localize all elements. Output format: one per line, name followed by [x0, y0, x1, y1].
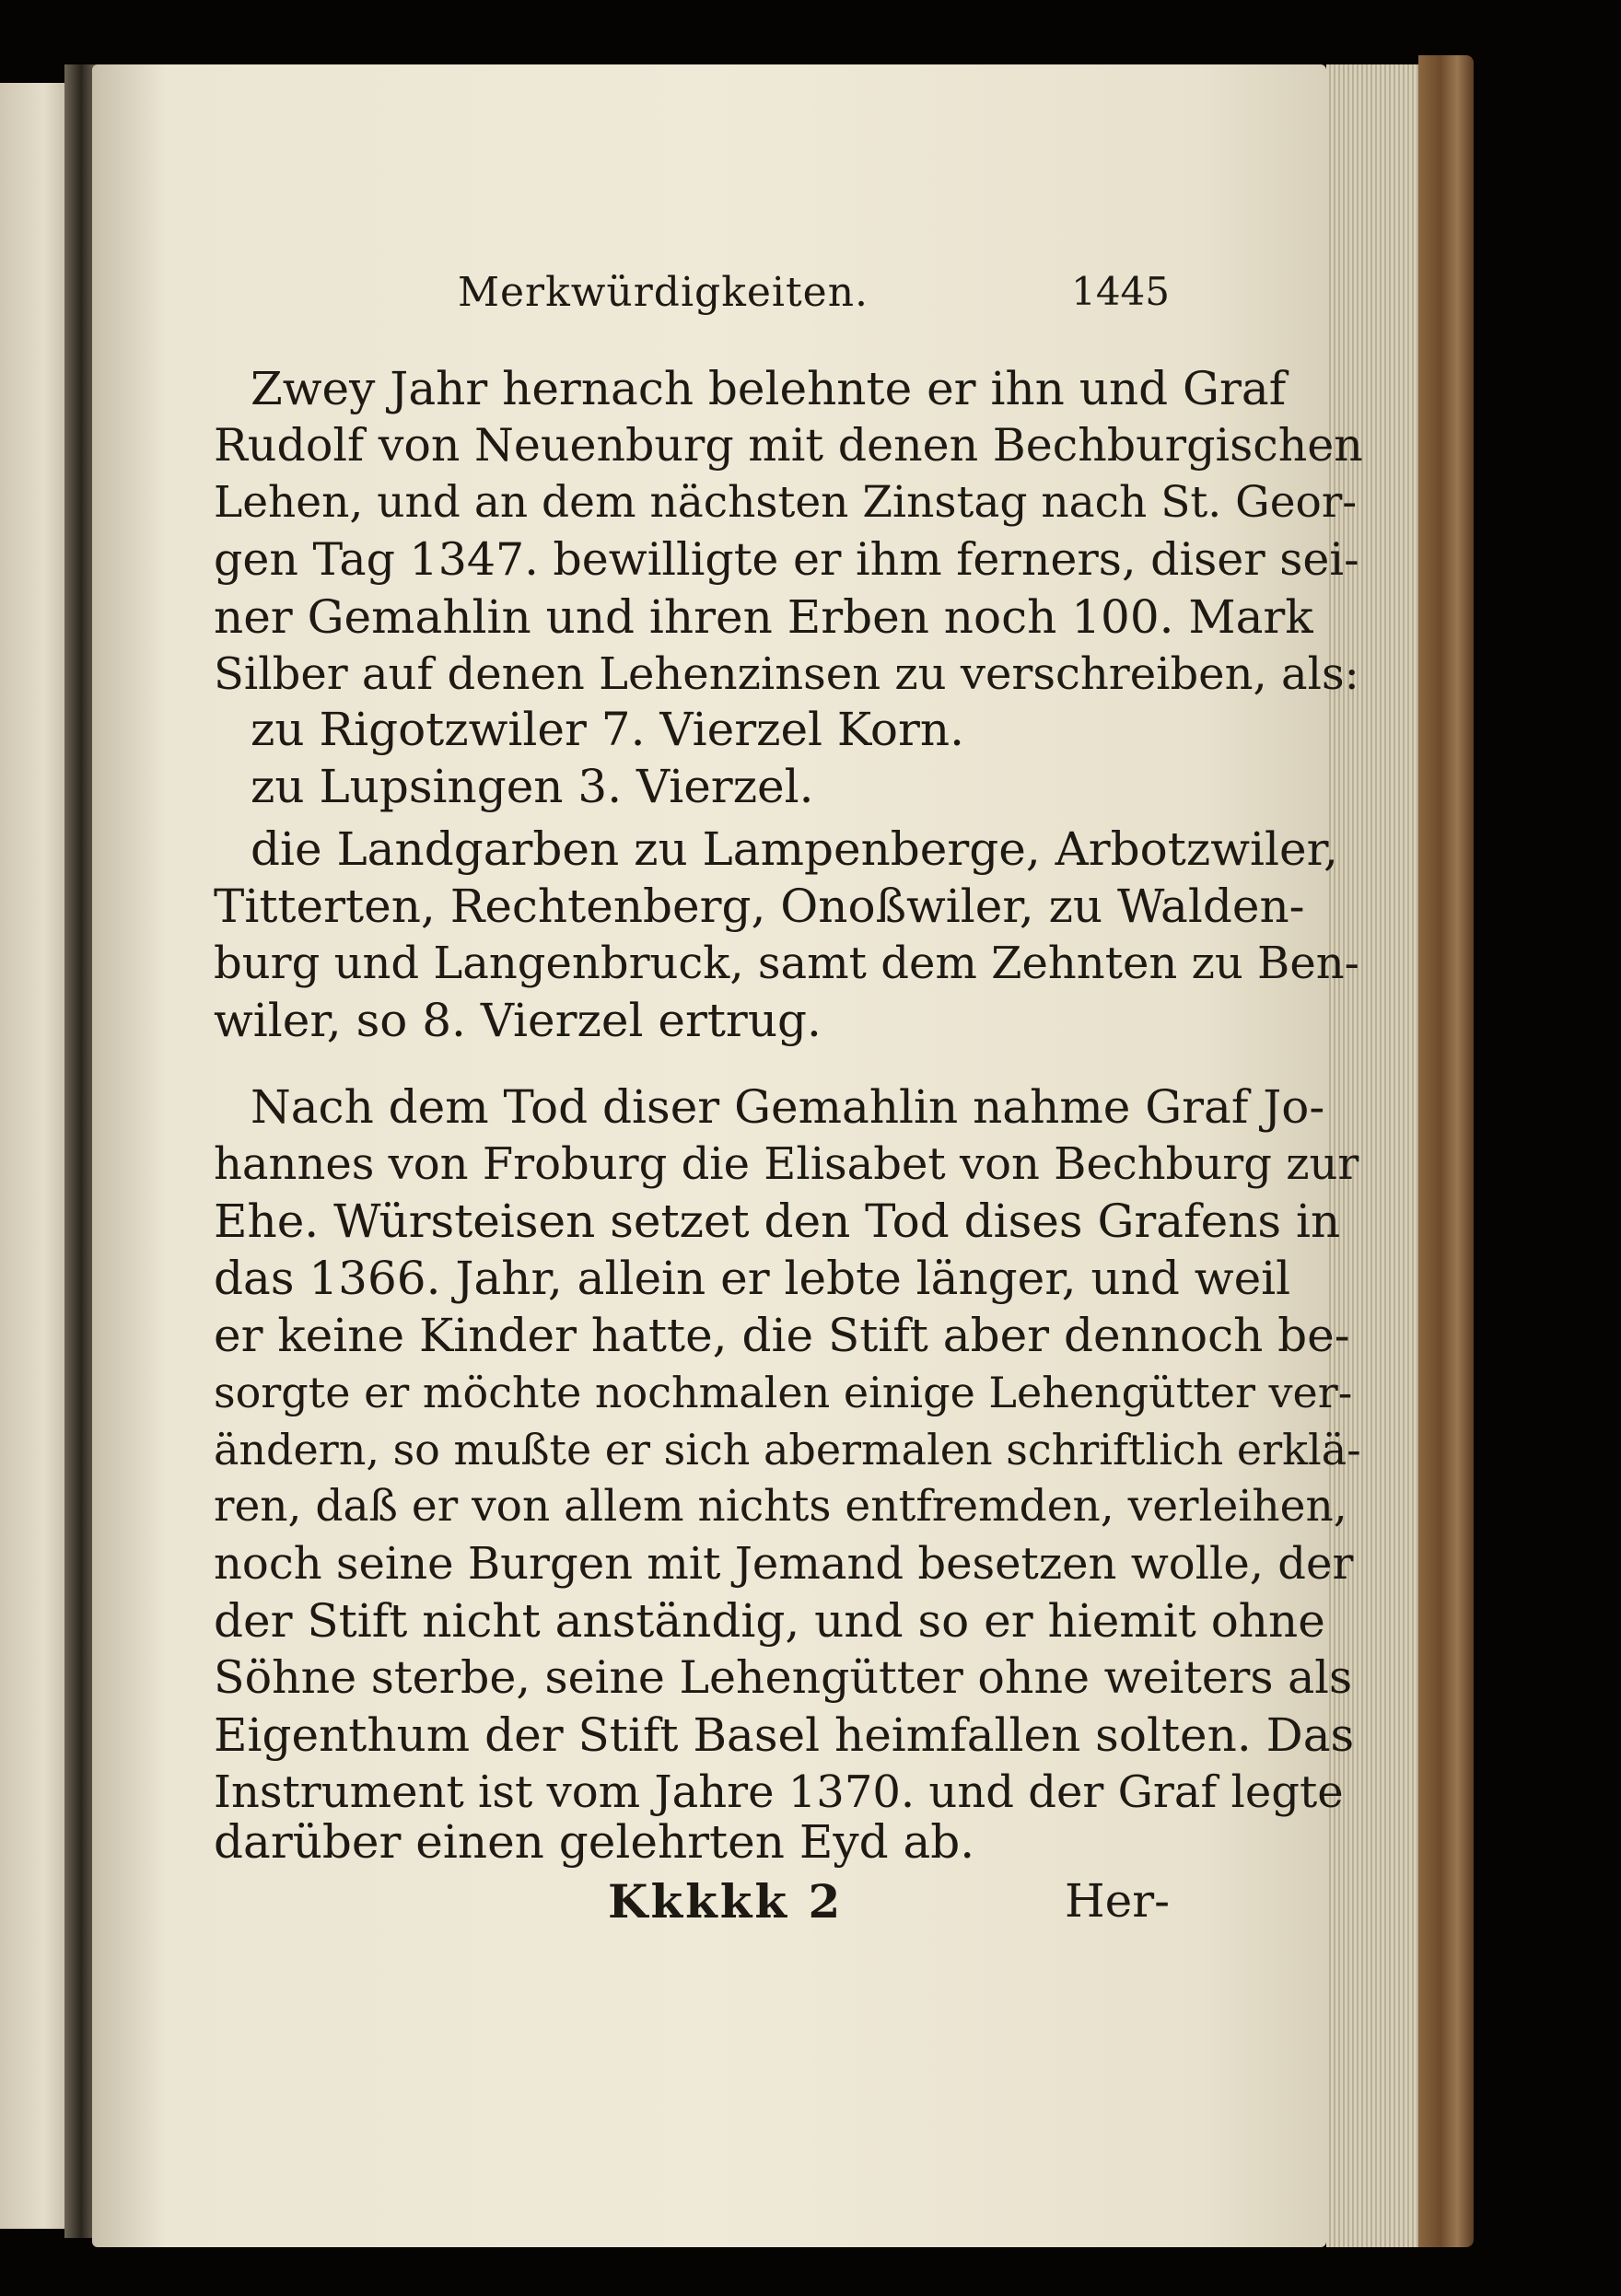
list-item: zu Rigotzwiler 7. Vierzel Korn.	[251, 703, 965, 756]
text-line: noch seine Burgen mit Jemand besetzen wolle, der	[214, 1538, 1354, 1590]
text-line: wiler, so 8. Vierzel ertrug.	[214, 994, 822, 1047]
text-line: ner Gemahlin und ihren Erben noch 100. Mark	[214, 590, 1313, 644]
text-line: burg und Langenbruck, samt dem Zehnten zu Ben-	[214, 938, 1359, 989]
text-line: die Landgarben zu Lampenberge, Arbotzwiler,	[251, 822, 1338, 876]
text-line: gen Tag 1347. bewilligte er ihm ferners, diser sei-	[214, 533, 1359, 586]
text-line: Rudolf von Neuenburg mit denen Bechburgischen	[214, 419, 1363, 472]
text-line: ren, daß er von allem nichts entfremden, verleihen,	[214, 1481, 1347, 1532]
text-line: Zwey Jahr hernach belehnte er ihn und Graf	[251, 362, 1287, 415]
text-line: das 1366. Jahr, allein er lebte länger, und weil	[214, 1252, 1291, 1305]
catchword: Her-	[1065, 1874, 1170, 1928]
list-item: zu Lupsingen 3. Vierzel.	[251, 760, 814, 813]
running-header: Merkwürdigkeiten.	[457, 269, 869, 316]
text-line: darüber einen gelehrten Eyd ab.	[214, 1815, 975, 1869]
page-number: 1445	[1071, 269, 1170, 314]
text-line: er keine Kinder hatte, die Stift aber dennoch be-	[214, 1309, 1350, 1362]
text-line: Silber auf denen Lehenzinsen zu verschreiben, als:	[214, 648, 1359, 700]
text-line: der Stift nicht anständig, und so er hiemit ohne	[214, 1594, 1325, 1648]
text-line: Lehen, und an dem nächsten Zinstag nach St. Geor-	[214, 477, 1358, 528]
text-line: Eigenthum der Stift Basel heimfallen solten. Das	[214, 1708, 1355, 1762]
text-line: sorgte er möchte nochmalen einige Lehengütter ver-	[214, 1368, 1353, 1417]
text-line: Titterten, Rechtenberg, Onoßwiler, zu Walden-	[214, 880, 1305, 933]
text-line: Nach dem Tod diser Gemahlin nahme Graf Jo-	[251, 1080, 1325, 1134]
text-line: Söhne sterbe, seine Lehengütter ohne weiters als	[214, 1651, 1353, 1704]
text-line: ändern, so mußte er sich abermalen schriftlich erklä-	[214, 1425, 1361, 1474]
text-line: Instrument ist vom Jahre 1370. und der Graf legte	[214, 1766, 1344, 1818]
text-line: Ehe. Würsteisen setzet den Tod dises Grafens in	[214, 1195, 1341, 1248]
text-line: hannes von Froburg die Elisabet von Bechburg zur	[214, 1138, 1359, 1190]
signature-mark: Kkkkk 2	[608, 1874, 844, 1929]
